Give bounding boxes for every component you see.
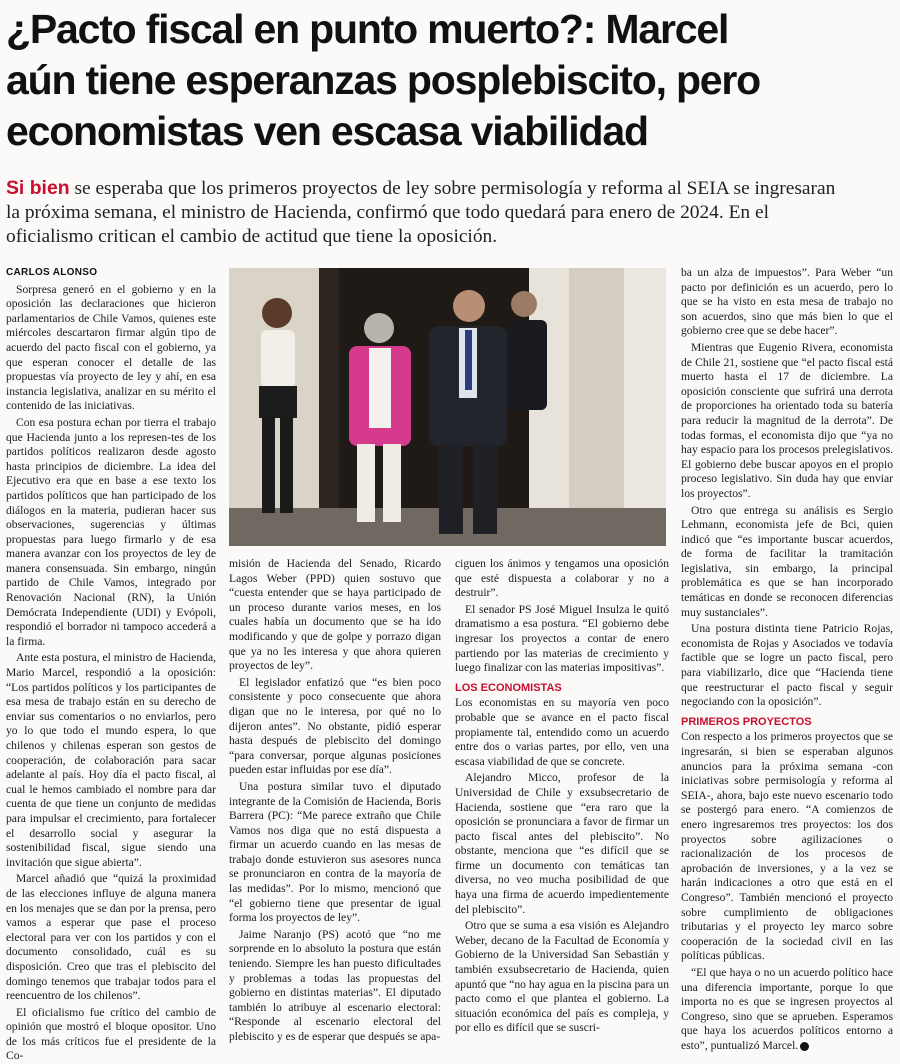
column-1 <box>6 266 216 1063</box>
body-paragraph: Marcel añadió que “quizá la proximidad de las elecciones influye de alguna manera en los menajes que se dan por la prensa, pero vamos a esperar que pase el proceso electoral para ver con los partidos y con el documento consolidado, cuál es su disposición. Creo que tras el plebiscito del domingo tenemos que trabajar todos para el reencuentro de los chilenos”. <box>6 872 216 1003</box>
end-mark-icon <box>800 1042 809 1051</box>
column-3 <box>455 557 669 1045</box>
body-paragraph: El oficialismo fue crítico del cambio de opinión que mostró el bloque opositor. Uno de los más críticos fue el presidente de la Co- <box>6 1005 216 1063</box>
body-paragraph: Ante esta postura, el ministro de Hacienda, Mario Marcel, respondió a la oposición: “Los partidos políticos y los participantes de esa mesa de trabajo están en su derecho de enviar sus comentarios o no enviarlos, pero yo lo que todo el mundo espera, lo que chilenos y chilenas esperan son gestos de cooperación, de colaboración para sacar adelante al país. Hoy día el pacto fiscal, al cual le hemos cambiado el nombre para dar cuenta de que tiene un conjunto de medidas para impulsar el crecimiento, para fortalecer el desarrollo social y asegurar la sostenibilidad fiscal, sigue siendo una invitación que sigue abierta”. <box>6 651 216 869</box>
body-paragraph: Alejandro Micco, profesor de la Universidad de Chile y exsubsecretario de Hacienda, sostiene que “era raro que la oposición se pronunciara a favor de firmar un pacto fiscal antes del plebiscito”. No obstante, menciona que “es difícil que se firme un documento con temáticas tan diversa, no veo mucha posibilidad de que haya una firma de acuerdo impedientemente del plebiscito”. <box>455 771 669 916</box>
byline: CARLOS ALONSO <box>6 267 98 278</box>
photo-illustration <box>229 268 666 546</box>
lead-paragraph <box>6 176 896 249</box>
column-2 <box>229 557 441 1045</box>
body-paragraph: Con esa postura echan por tierra el trabajo que Hacienda junto a los represen-tes de los partidos políticos realizaron desde agosto hasta principios de diciembre. La idea del Ejecutivo era que en base a ese texto los partidos políticos que han participado de los diálogos en la materia, pudieran hacer sus observaciones, sugerencias y últimas propuestas para luego firmarlo y de esa manera avanzar con los proyectos de ley de manera consensuada. Sin embargo, ningún partido de Chile Vamos, integrado por Renovación Nacional (RN), la Unión Demócrata Independiente (UDI) y Evópoli, respondió el borrador ni tampoco accederá a la firma. <box>6 415 216 648</box>
subhead-economistas: LOS ECONOMISTAS <box>455 681 562 694</box>
body-paragraph: Una postura distinta tiene Patricio Rojas, economista de Rojas y Asociados ve todavía factible que se logre un pacto fiscal, pero para viabilizarlo, dice que “Hacienda tiene que reestructurar el pacto fiscal y seguir negociando con la oposición”. <box>681 622 893 709</box>
body-paragraph: Otro que entrega su análisis es Sergio Lehmann, economista jefe de Bci, quien indicó que “es importante buscar acuerdos, de forma de facilitar la tramitación legislativa, sin embargo, la principal problemática es que se han incorporado temáticas en donde se reconocen diferencias muy sustanciales”. <box>681 503 893 619</box>
subhead-primeros-proyectos: PRIMEROS PROYECTOS <box>681 715 812 728</box>
lead-line-text: se esperaba que los primeros proyectos de ley sobre permisología y reforma al SEIA se ingresaran <box>74 178 836 199</box>
body-paragraph: Los economistas en su mayoría ven poco probable que se avance en el pacto fiscal propiamente tal, entendido como un acuerdo entre dos o varias partes, por ello, ven una escasa viabilidad de que se concrete. <box>455 696 669 768</box>
body-paragraph: Mientras que Eugenio Rivera, economista de Chile 21, sostiene que “el pacto fiscal está muerto hasta el 17 de diciembre. La oposición consciente que sufrirá una derrota de proporciones ha orientado toda su batería para reducir la magnitud de la derrota”. De todas formas, el economista dijo que “ya no hay espacio para los procesos prelegislativos. El gobierno debe buscar apoyos en el propio proceso legislativo. Sin duda hay que enviar los proyectos”. <box>681 340 893 500</box>
column-4 <box>681 266 893 1052</box>
body-paragraph: misión de Hacienda del Senado, Ricardo Lagos Weber (PPD) quien sostuvo que “cuesta entender que se haya participado de un proceso durante varios meses, en los cuales había un documento que se ha ido modificando y que de golpe y porrazo digan que ya no les interesa y que ahora quieren proyectos de ley”. <box>229 557 441 673</box>
lead-kicker: Si bien <box>6 177 70 199</box>
body-paragraph: Jaime Naranjo (PS) acotó que “no me sorprende en lo absoluto la postura que están teniendo. Siempre les han puesto dificultades y problemas a todas las propuestas del gobierno en distintas materias”. El diputado también lo atribuye al escenario electoral: “Responde al escenario electoral del plebiscito y es de esperar que después se apa- <box>229 927 441 1043</box>
headline-line: ¿Pacto fiscal en punto muerto?: Marcel <box>6 6 729 52</box>
article-photo <box>229 268 666 546</box>
body-paragraph-final <box>681 966 893 1054</box>
body-paragraph: ciguen los ánimos y tengamos una oposición que esté dispuesta a colaborar y no a destruir”. <box>455 557 669 600</box>
body-paragraph: Una postura similar tuvo el diputado integrante de la Comisión de Hacienda, Boris Barrera (PC): “Me parece extraño que Chile Vamos nos diga que no está dispuesta a firmar un acuerdo cuando en las mesas de trabajo donde estuvieron sus asesores nunca se pronunciaron en contra de la mayoría de las medidas”. Por lo mismo, mencionó que “el gobierno tiene que presentar de igual forma los proyectos de ley”. <box>229 779 441 925</box>
body-paragraph: Con respecto a los primeros proyectos que se ingresarán, si bien se esperaban algunos anuncios para la próxima semana -con iniciativas sobre permisología y reforma al SEIA-, ahora, bajo este nuevo escenario todo se postergó para enero. “A comienzos de enero ingresaremos tres proyectos: los dos proyectos sobre agilizaciones o racionalización de los procesos de aprobación de inversiones, y a la vez se harán indicaciones a otro que está en el Congreso”. También mencionó el proyecto sobre cumplimiento de obligaciones tributarias y el proyecto ley marco sobre cooperación de la sociedad civil en las políticas públicas. <box>681 730 893 963</box>
headline-line: aún tiene esperanzas posplebiscito, pero <box>6 57 761 103</box>
lead-line <box>6 176 896 201</box>
body-paragraph: El legislador enfatizó que “es bien poco consistente y poco consecuente que ahora digan que no le interesa, por qué no lo dijeron antes”. No obstante, pidió esperar hasta después de plebiscito del domingo “para conversar, porque algunas posiciones pueden estar influidas por ese día”. <box>229 675 441 777</box>
body-paragraph: Otro que se suma a esa visión es Alejandro Weber, decano de la Facultad de Economía y Gobierno de la Universidad San Sebastián y también exsubsecretario de Hacienda, quien apuntó que “no hay agua en la piscina para un pacto como el que plantea el gobierno. La situación económica del país es compleja, y por ello es difícil que se suscri- <box>455 919 669 1035</box>
lead-line: oficialismo critican el cambio de actitud que tiene la oposición. <box>6 226 498 247</box>
lead-line: la próxima semana, el ministro de Hacienda, confirmó que todo quedará para enero de 2024. En el <box>6 202 769 223</box>
body-paragraph: ba un alza de impuestos”. Para Weber “un pacto por definición es un acuerdo, pero lo que se ha visto en esta mesa de trabajo no son acuerdos, sino que más bien lo que el gobierno cree que se debe hacer”. <box>681 266 893 338</box>
final-text: “El que haya o no un acuerdo político hace una diferencia importante, porque lo que importa no es que se ingresen proyectos al Congreso, sino que se aprueben. Esperamos que haya los acuerdos políticos entorno a esto”, puntualizó Marcel. <box>681 965 893 1052</box>
headline-line: economistas ven escasa viabilidad <box>6 108 648 154</box>
body-paragraph: Sorpresa generó en el gobierno y en la oposición las declaraciones que hicieron parlamentarios de Chile Vamos, quienes este miércoles descartaron firmar algún tipo de acuerdo del pacto fiscal con el gobierno, ya que esperan conocer el detalle de las propuestas vía proyecto de ley y ahí, en esa instancia legislativa, analizar en su mérito el contenido de las iniciativas. <box>6 282 216 413</box>
headline <box>6 4 896 157</box>
body-paragraph: El senador PS José Miguel Insulza le quitó dramatismo a esa postura. “El gobierno debe ingresar los proyectos a contar de enero partiendo por las materias de crecimiento y luego finalizar con las materias impositivas”. <box>455 602 669 675</box>
